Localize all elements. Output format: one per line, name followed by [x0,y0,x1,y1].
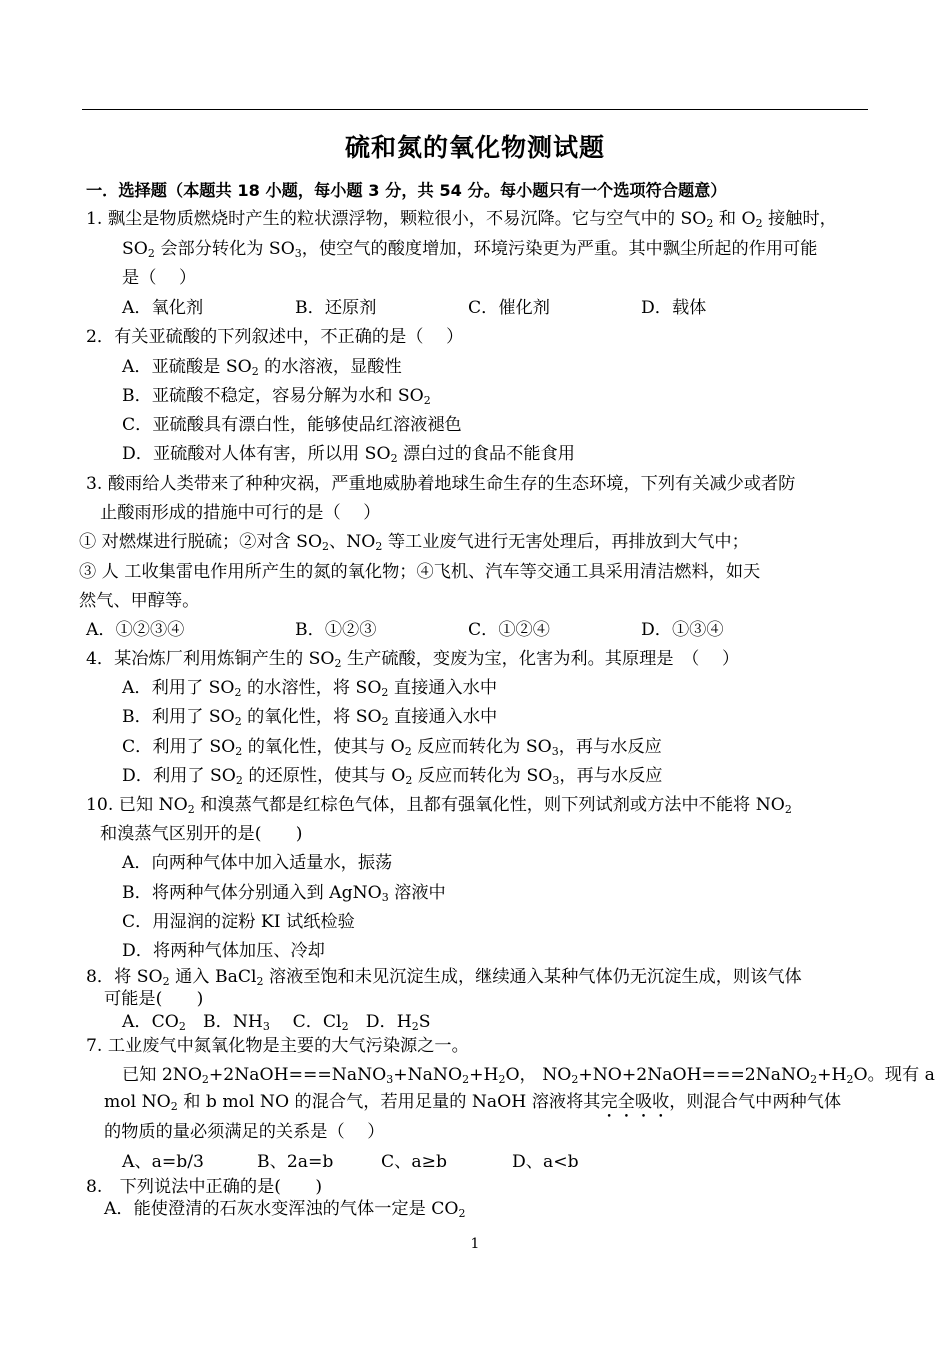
q7-line3: mol $NO_2$ 和 b mol NO 的混合气，若用足量的 NaOH 溶液将其完全吸收，则混合气中两种气体 [104,1092,842,1113]
q3-line3: ① 对燃煤进行脱硫；②对含 $SO_2$、$NO_2$ 等工业废气进行无害处理后，再排放到大气中； [79,532,749,553]
q2-option-a: A．亚硫酸是 $SO_2$ 的水溶液，显酸性 [122,357,402,378]
q1-line1: 1. 飘尘是物质燃烧时产生的粒状漂浮物，颗粒很小，不易沉降。它与空气中的 $SO_2$ 和 $O_2$ 接触时， [86,209,837,230]
q1-option-a: A．氧化剂 [122,298,204,318]
q3-option-a: A．①②③④ [86,620,185,640]
q8a-line1: 8．将 $SO_2$ 通入 BaCl$_2$ 溶液至饱和未见沉淀生成，继续通入某种气体仍无沉淀生成，则该气体 [86,967,802,988]
q1-option-c: C．催化剂 [468,298,550,318]
q1-line3: 是（ ） [122,268,197,288]
q7-option-a: A、a=b/3 [122,1152,204,1172]
q7-option-b: B、2a=b [257,1152,334,1172]
q7-line1: 7. 工业废气中氮氧化物是主要的大气污染源之一。 [86,1036,469,1056]
q10-option-c: C．用湿润的淀粉 KI 试纸检验 [122,912,355,932]
q10-option-b: B．将两种气体分别通入到 AgNO$_3$ 溶液中 [122,883,446,904]
q8b-option-a: A．能使澄清的石灰水变浑浊的气体一定是 $CO_2$ [104,1199,466,1220]
q3-line5: 然气、甲醇等。 [79,591,200,611]
q4-option-b: B．利用了 $SO_2$ 的氧化性，将 $SO_2$ 直接通入水中 [122,707,498,728]
q8a-options: A．$CO_2$ B．$NH_3$ C．$Cl_2$ D．$H_2S$ [122,1012,431,1033]
q3-option-b: B．①②③ [295,620,377,640]
q1-line2: $SO_2$ 会部分转化为 $SO_3$，使空气的酸度增加，环境污染更为严重。其中飘尘所起的作用可能 [122,239,818,260]
q10-line1: 10. 已知 $NO_2$ 和溴蒸气都是红棕色气体，且都有强氧化性，则下列试剂或方法中不能将 $NO_2$ [86,795,792,816]
header-rule [82,109,868,110]
q2-option-b: B．亚硫酸不稳定，容易分解为水和 $SO_2$ [122,386,431,407]
q4-stem: 4．某冶炼厂利用炼铜产生的 $SO_2$ 生产硫酸，变废为宝，化害为利。其原理是 （ ） [86,649,740,670]
q3-option-c: C．①②④ [468,620,550,640]
q10-line2: 和溴蒸气区别开的是( ) [100,824,303,844]
q7-line2: 已知 $2NO_2+2NaOH===NaNO_3+NaNO_2+H_2O$， $NO_2+NO+2NaOH===2NaNO_2+H_2O$。现有 a [122,1065,935,1086]
q3-line1: 3. 酸雨给人类带来了种种灾祸，严重地威胁着地球生命生存的生态环境，下列有关减少或者防 [86,474,796,494]
page-number: 1 [470,1236,480,1252]
q4-option-d: D．利用了 $SO_2$ 的还原性，使其与 $O_2$ 反应而转化为 $SO_3$，再与水反应 [122,766,663,787]
q7-line4: 的物质的量必须满足的关系是（ ） [104,1122,385,1142]
q2-stem: 2．有关亚硫酸的下列叙述中，不正确的是（ ） [86,327,464,347]
q1-option-b: B．还原剂 [295,298,377,318]
q8a-line2: 可能是( ) [104,989,204,1009]
q1-option-d: D．载体 [641,298,707,318]
q7-option-c: C、a≥b [381,1152,447,1172]
q3-option-d: D．①③④ [641,620,724,640]
q3-line4: ③ 人 工收集雷电作用所产生的氮的氧化物；④飞机、汽车等交通工具采用清洁燃料，如天 [79,562,761,582]
q10-option-a: A．向两种气体中加入适量水，振荡 [122,853,393,873]
q3-line2: 止酸雨形成的措施中可行的是（ ） [100,503,381,523]
q4-option-a: A．利用了 $SO_2$ 的水溶性，将 $SO_2$ 直接通入水中 [122,678,498,699]
q8b-stem: 8. 下列说法中正确的是( ) [86,1177,323,1197]
section-heading: 一．选择题（本题共 18 小题，每小题 3 分，共 54 分。每小题只有一个选项符合题意） [86,181,727,200]
q10-option-d: D．将两种气体加压、冷却 [122,941,325,961]
q2-option-c: C．亚硫酸具有漂白性，能够使品红溶液褪色 [122,415,462,435]
page-title: 硫和氮的氧化物测试题 [344,133,605,162]
q2-option-d: D．亚硫酸对人体有害，所以用 $SO_2$ 漂白过的食品不能食用 [122,444,575,465]
q7-option-d: D、a<b [512,1152,579,1172]
q4-option-c: C．利用了 $SO_2$ 的氧化性，使其与 $O_2$ 反应而转化为 $SO_3$，再与水反应 [122,737,662,758]
